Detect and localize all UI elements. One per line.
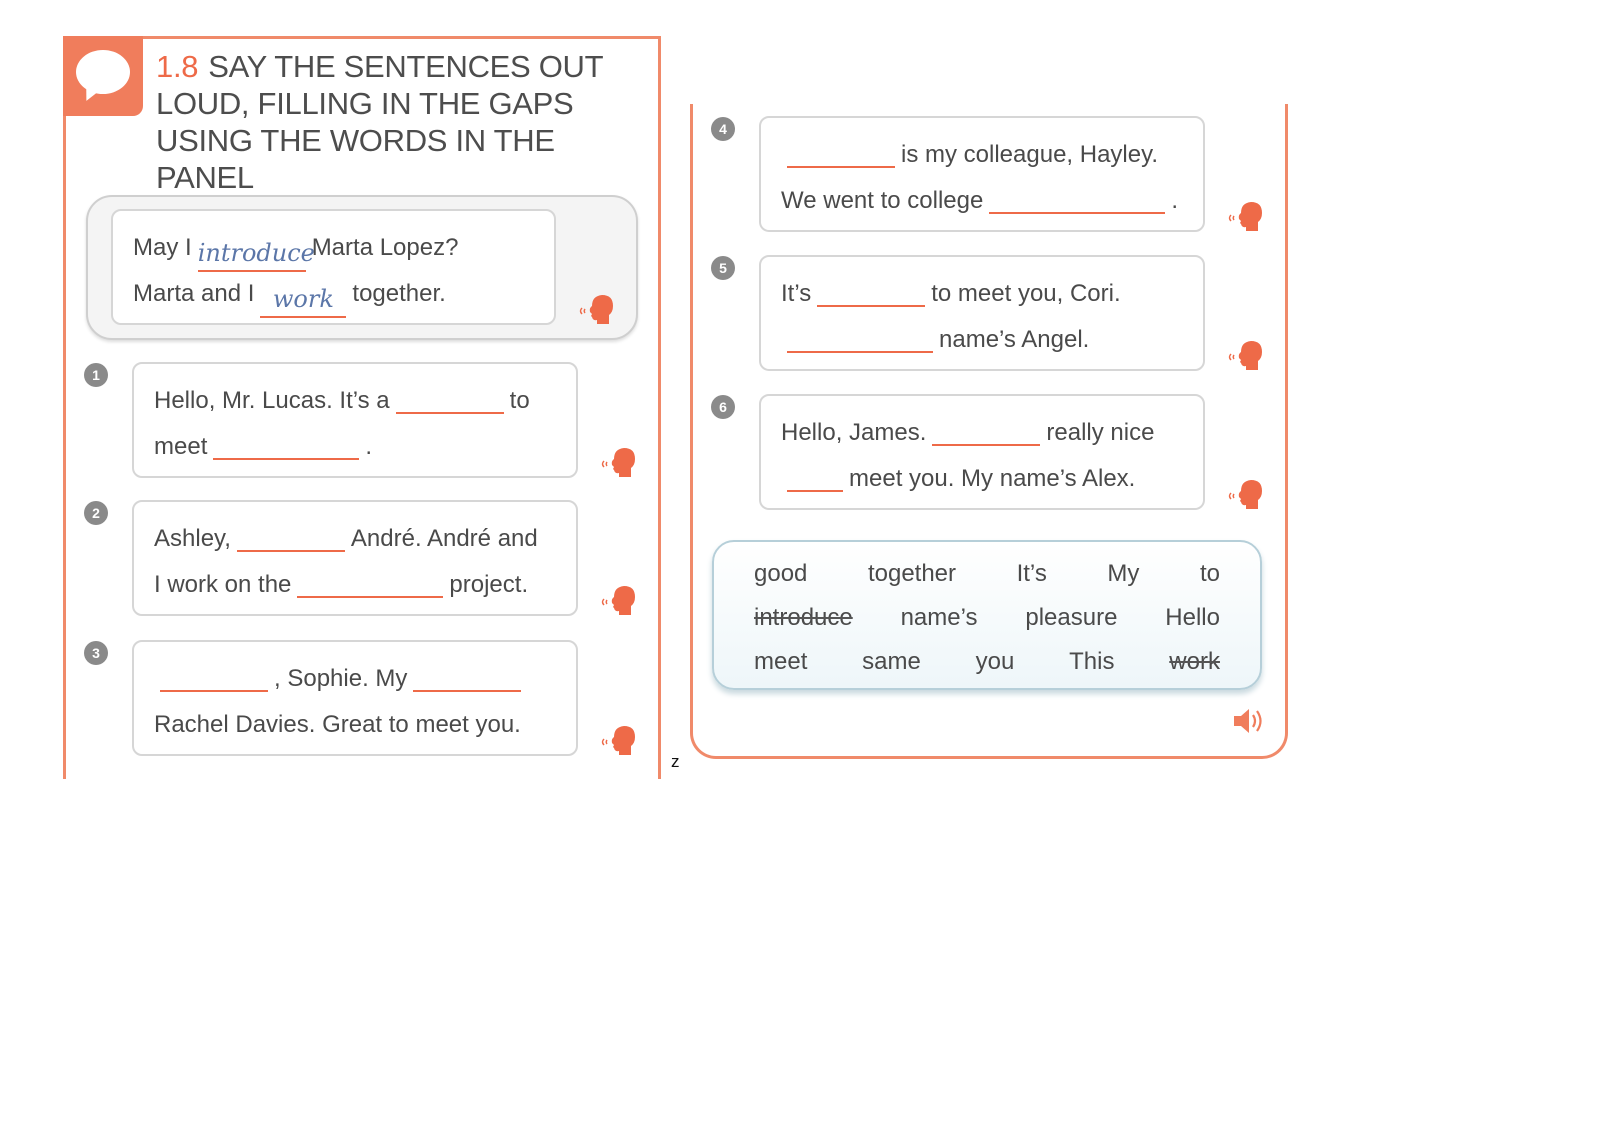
word-option[interactable]: name’s <box>900 604 978 631</box>
sentence-box <box>132 362 578 478</box>
sentence-text: to <box>509 387 530 414</box>
blank-gap[interactable] <box>932 414 1040 446</box>
speaker-head-icon[interactable] <box>598 445 638 484</box>
speaker-head-icon[interactable] <box>1225 199 1265 238</box>
sentence-text: Hello, Mr. Lucas. It’s a <box>154 387 390 414</box>
sentence-box <box>759 255 1205 371</box>
sentence-line <box>781 132 1203 178</box>
filled-gap[interactable]: introduce <box>198 240 306 272</box>
exercise-heading <box>156 48 656 196</box>
speaker-head-icon[interactable] <box>1225 477 1265 516</box>
word-row <box>754 596 1220 640</box>
sentence-line <box>781 317 1203 363</box>
word-option[interactable]: meet <box>754 648 808 675</box>
sentence-text: to meet you, Cori. <box>931 280 1121 307</box>
item-number: 4 <box>711 117 735 141</box>
speech-bubble-icon <box>63 36 143 116</box>
blank-gap[interactable] <box>297 566 443 598</box>
speaker-head-icon[interactable] <box>1225 338 1265 377</box>
item-number: 3 <box>84 641 108 665</box>
sentence-line <box>781 410 1203 456</box>
word-option[interactable]: to <box>1199 560 1220 587</box>
word-row <box>754 640 1220 684</box>
sentence-text: Hello, James. <box>781 419 927 446</box>
blank-gap[interactable] <box>989 182 1165 214</box>
sentence-text: . <box>365 433 373 460</box>
sentence-text: It’s <box>781 280 812 307</box>
word-option[interactable]: pleasure <box>1025 604 1118 631</box>
sentence-text: meet <box>154 433 208 460</box>
sentence-line <box>154 702 576 748</box>
item-number: 2 <box>84 501 108 525</box>
exercise-instruction: SAY THE SENTENCES OUT LOUD, FILLING IN THE GAPS USING THE WORDS IN THE PANEL <box>156 49 603 195</box>
sentence-text: meet you. My name’s Alex. <box>849 465 1136 492</box>
sentence-box <box>132 640 578 756</box>
sentence-line <box>154 424 576 470</box>
sentence-line <box>781 271 1203 317</box>
speaker-head-icon[interactable] <box>576 292 616 331</box>
sentence-text: We went to college <box>781 187 984 214</box>
word-option[interactable]: Hello <box>1165 604 1220 631</box>
sentence-box <box>759 116 1205 232</box>
sentence-text: . <box>1171 187 1179 214</box>
speaker-head-icon[interactable] <box>598 583 638 622</box>
sentence-line <box>133 271 554 317</box>
blank-gap[interactable] <box>787 460 843 492</box>
word-option[interactable]: you <box>975 648 1015 675</box>
word-option[interactable]: My <box>1107 560 1140 587</box>
item-number: 1 <box>84 363 108 387</box>
word-option[interactable]: good <box>754 560 808 587</box>
sentence-line <box>133 225 554 271</box>
blank-gap[interactable] <box>413 660 521 692</box>
sentence-line <box>154 656 576 702</box>
example-sentence-box <box>111 209 556 325</box>
word-option[interactable]: This <box>1069 648 1115 675</box>
sentence-box <box>132 500 578 616</box>
sentence-text: Marta and I <box>133 280 255 307</box>
sentence-text: Ashley, <box>154 525 231 552</box>
word-option[interactable]: It’s <box>1016 560 1047 587</box>
blank-gap[interactable] <box>787 136 895 168</box>
sentence-text: André. André and <box>350 525 538 552</box>
sentence-box <box>759 394 1205 510</box>
sentence-text: really nice <box>1046 419 1155 446</box>
blank-gap[interactable] <box>396 382 504 414</box>
filled-gap[interactable]: work <box>260 286 346 318</box>
exercise-number: 1.8 <box>156 49 199 84</box>
word-option[interactable]: together <box>867 560 957 587</box>
sentence-line <box>154 562 576 608</box>
used-word[interactable]: work <box>1169 648 1220 675</box>
used-word[interactable]: introduce <box>754 604 853 631</box>
sentence-text: , Sophie. My <box>274 665 408 692</box>
speaker-head-icon[interactable] <box>598 723 638 762</box>
audio-icon[interactable] <box>1232 706 1266 736</box>
sentence-line <box>781 456 1203 502</box>
blank-gap[interactable] <box>237 520 345 552</box>
word-row <box>754 552 1220 596</box>
word-option[interactable]: same <box>862 648 921 675</box>
sentence-line <box>154 378 576 424</box>
blank-gap[interactable] <box>213 428 359 460</box>
sentence-text: Marta Lopez? <box>311 234 459 261</box>
sentence-line <box>154 516 576 562</box>
sentence-text: May I <box>133 234 192 261</box>
sentence-text: I work on the <box>154 571 292 598</box>
sentence-line <box>781 178 1203 224</box>
stray-text: z <box>671 752 680 771</box>
word-panel <box>712 540 1262 690</box>
blank-gap[interactable] <box>160 660 268 692</box>
item-number: 6 <box>711 395 735 419</box>
sentence-text: name’s Angel. <box>939 326 1090 353</box>
blank-gap[interactable] <box>817 275 925 307</box>
item-number: 5 <box>711 256 735 280</box>
sentence-text: Rachel Davies. Great to meet you. <box>154 711 521 738</box>
blank-gap[interactable] <box>787 321 933 353</box>
sentence-text: project. <box>449 571 529 598</box>
sentence-text: together. <box>352 280 446 307</box>
sentence-text: is my colleague, Hayley. <box>901 141 1158 168</box>
